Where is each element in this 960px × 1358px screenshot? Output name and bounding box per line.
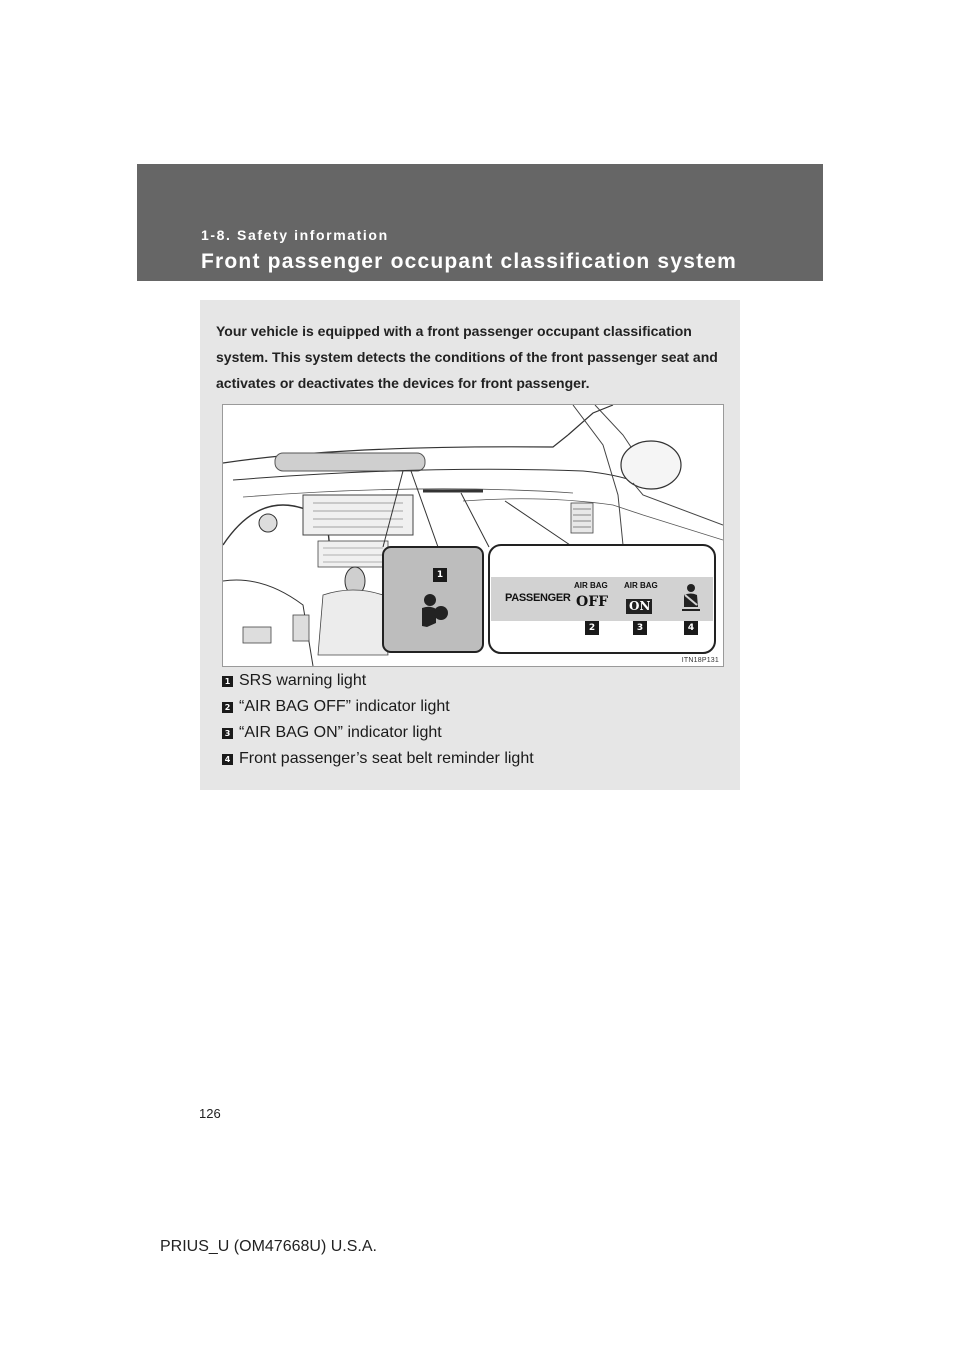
legend-item xyxy=(222,720,722,746)
legend-item xyxy=(222,668,722,694)
legend-number: 3 xyxy=(222,728,233,739)
legend-text: “AIR BAG OFF” indicator light xyxy=(239,698,450,715)
legend-number: 1 xyxy=(222,676,233,687)
airbag-on-top-label: AIR BAG xyxy=(624,581,658,590)
legend-text: “AIR BAG ON” indicator light xyxy=(239,724,442,741)
legend-text: Front passenger’s seat belt reminder light xyxy=(239,750,534,767)
passenger-label: PASSENGER xyxy=(505,592,571,604)
seatbelt-reminder-icon xyxy=(678,583,704,613)
callout-number: 3 xyxy=(633,621,647,635)
airbag-on-label: ON xyxy=(629,599,651,613)
section-label: 1-8. Safety information xyxy=(201,227,389,243)
airbag-off-label: OFF xyxy=(576,594,609,610)
page-title: Front passenger occupant classification system xyxy=(201,250,738,273)
dashboard-illustration xyxy=(223,405,723,666)
callout-number: 1 xyxy=(433,568,447,582)
srs-airbag-icon xyxy=(419,593,449,629)
legend-text: SRS warning light xyxy=(239,672,367,689)
intro-paragraph: Your vehicle is equipped with a front passenger occupant classification system. This system detects the conditions of the front passenger seat and activates or deactivates the devices for front passenger. xyxy=(216,323,718,391)
legend-number: 2 xyxy=(222,702,233,713)
document-footer: PRIUS_U (OM47668U) U.S.A. xyxy=(160,1238,377,1255)
figure-code: ITN18P131 xyxy=(681,657,719,664)
airbag-off-top-label: AIR BAG xyxy=(574,581,608,590)
legend-number: 4 xyxy=(222,754,233,765)
legend-list xyxy=(222,668,722,772)
callout-number: 2 xyxy=(585,621,599,635)
callout-number: 4 xyxy=(684,621,698,635)
legend-item xyxy=(222,694,722,720)
page-number: 126 xyxy=(199,1106,221,1121)
dashboard-figure xyxy=(222,404,724,667)
legend-item xyxy=(222,746,722,772)
